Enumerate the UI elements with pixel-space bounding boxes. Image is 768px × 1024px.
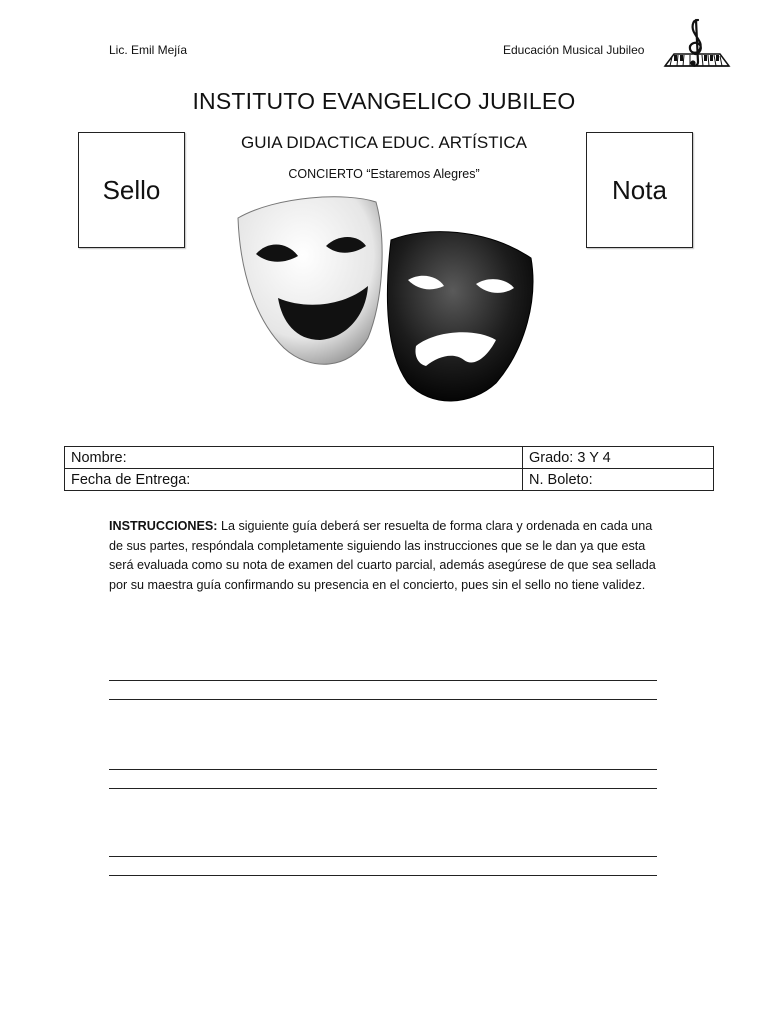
table-row — [65, 447, 714, 469]
theater-masks-icon — [226, 188, 546, 408]
answer-line[interactable] — [109, 699, 657, 700]
answer-line[interactable] — [109, 875, 657, 876]
page-title: INSTITUTO EVANGELICO JUBILEO — [192, 88, 576, 114]
table-row — [65, 469, 714, 491]
grade-field[interactable]: Grado: 3 Y 4 — [523, 447, 714, 469]
ticket-number-field[interactable]: N. Boleto: — [523, 469, 714, 491]
name-field[interactable]: Nombre: — [65, 447, 523, 469]
header-org: Educación Musical Jubileo — [503, 43, 645, 57]
answer-line[interactable] — [109, 856, 657, 857]
grade-box: Nota — [586, 132, 693, 248]
instructions-text: La siguiente guía deberá ser resuelta de forma clara y ordenada en cada una de sus partes, respóndala completamente siguiendo las instrucciones que se le dan ya que esta será evaluada como su nota de examen del cuarto parcial, además asegúrese de que sea sellada por su maestra guía confirmando su presencia en el concierto, pues sin el sello no tiene validez. — [109, 519, 656, 592]
instructions-paragraph — [109, 517, 657, 595]
answer-line[interactable] — [109, 680, 657, 681]
treble-clef-piano-icon — [662, 16, 732, 72]
answer-line[interactable] — [109, 769, 657, 770]
instructions-label: INSTRUCCIONES: — [109, 519, 218, 533]
stamp-box: Sello — [78, 132, 185, 248]
header-author: Lic. Emil Mejía — [109, 43, 188, 57]
student-info-table — [64, 446, 714, 491]
page-subtitle: GUIA DIDACTICA EDUC. ARTÍSTICA — [241, 133, 527, 152]
answer-line[interactable] — [109, 788, 657, 789]
concert-name: CONCIERTO “Estaremos Alegres” — [288, 167, 480, 181]
delivery-date-field[interactable]: Fecha de Entrega: — [65, 469, 523, 491]
